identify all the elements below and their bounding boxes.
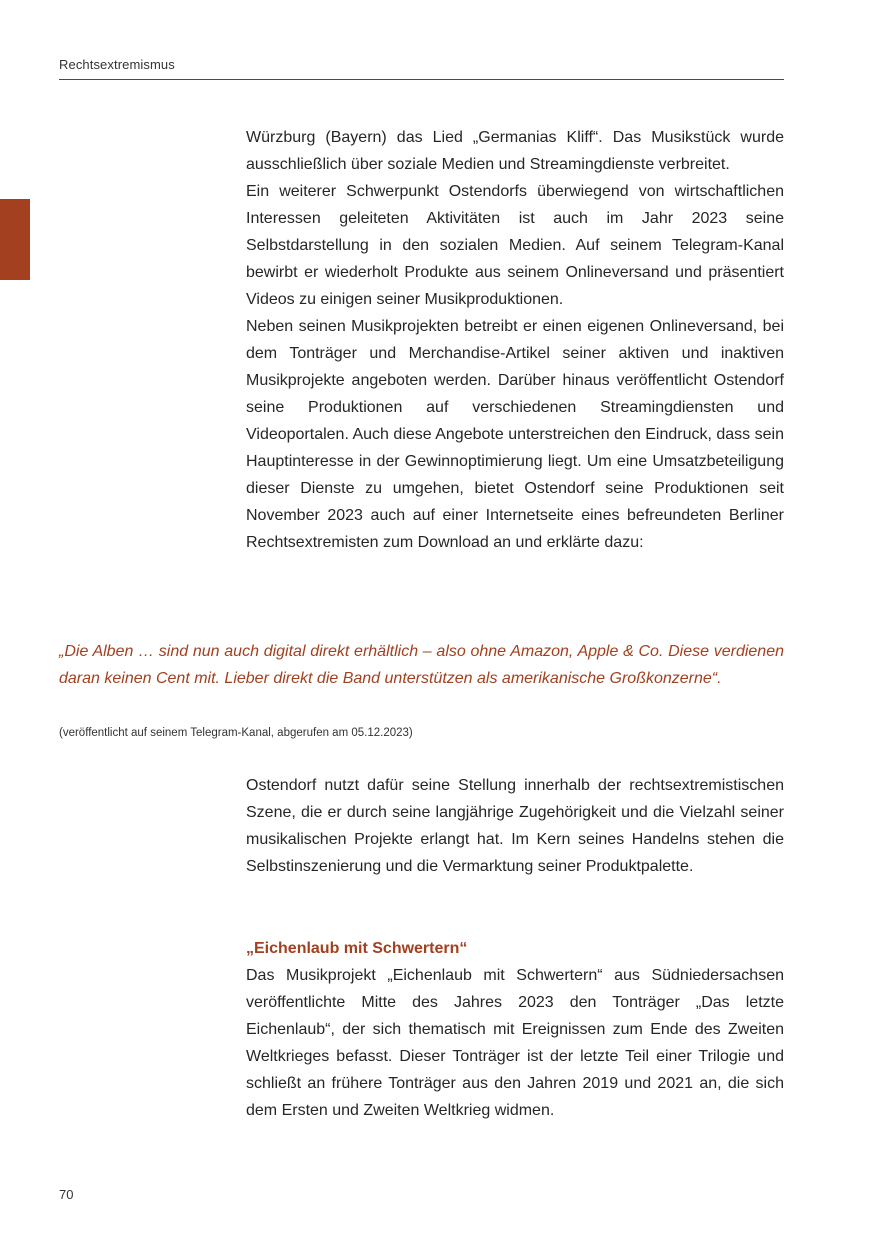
- paragraph: Neben seinen Musikprojekten betreibt er einen eigenen Onlineversand, bei dem Tonträger und Merchandise-Artikel seiner aktiven und inaktiven Musikprojekte angeboten werden. Darüber hinaus veröffentlicht Ostendorf seine Produktionen auf verschiedenen Streamingdiensten und Videoportalen. Auch diese Angebote unterstreichen den Eindruck, dass sein Hauptinteresse in der Gewinnoptimierung liegt. Um eine Umsatzbeteiligung dieser Dienste zu umgehen, bietet Ostendorf seine Produktionen seit November 2023 auch auf einer Internetseite eines befreundeten Berliner Rechtsextremisten zum Download an und erklärte dazu:: [246, 318, 784, 551]
- page-number: 70: [59, 1187, 74, 1202]
- body-text-top: [246, 124, 784, 556]
- paragraph: Ostendorf nutzt dafür seine Stellung innerhalb der rechtsextremistischen Szene, die er durch seine langjährige Zugehörigkeit und die Vielzahl seiner musikalischen Projekte erlangt hat. Im Kern seines Handelns stehen die Selbstinszenierung und die Vermarktung seiner Produktpalette.: [246, 777, 784, 875]
- chapter-side-tab: [0, 199, 30, 280]
- quote-source: (veröffentlicht auf seinem Telegram-Kanal, abgerufen am 05.12.2023): [59, 727, 413, 739]
- paragraph: Ein weiterer Schwerpunkt Ostendorfs überwiegend von wirtschaftlichen Interessen geleiteten Aktivitäten ist auch im Jahr 2023 seine Selbstdarstellung in den sozialen Medien. Auf seinem Telegram-Kanal bewirbt er wiederholt Produkte aus seinem Onlineversand und präsentiert Videos zu einigen seiner Musikproduktionen.: [246, 183, 784, 308]
- running-header: Rechtsextremismus: [59, 57, 175, 72]
- paragraph: Das Musikprojekt „Eichenlaub mit Schwertern“ aus Südniedersachsen veröffentlichte Mitte des Jahres 2023 den Tonträger „Das letzte Eichenlaub“, der sich thematisch mit Ereignissen zum Ende des Zweiten Weltkrieges befasst. Dieser Tonträger ist der letzte Teil einer Trilogie und schließt an frühere Tonträger aus den Jahren 2019 und 2021 an, die sich dem Ersten und Zweiten Weltkrieg widmen.: [246, 967, 784, 1119]
- section-eichenlaub: [246, 935, 784, 1124]
- header-divider: [59, 79, 784, 80]
- section-heading: „Eichenlaub mit Schwertern“: [246, 940, 468, 957]
- body-text-middle: [246, 772, 784, 880]
- paragraph: Würzburg (Bayern) das Lied „Germanias Kliff“. Das Musikstück wurde ausschließlich über soziale Medien und Streamingdienste verbreitet.: [246, 129, 784, 173]
- pull-quote: „Die Alben … sind nun auch digital direkt erhältlich – also ohne Amazon, Apple & Co. Diese verdienen daran keinen Cent mit. Lieber direkt die Band unterstützen als amerikanische Großkonzerne“.: [59, 643, 784, 687]
